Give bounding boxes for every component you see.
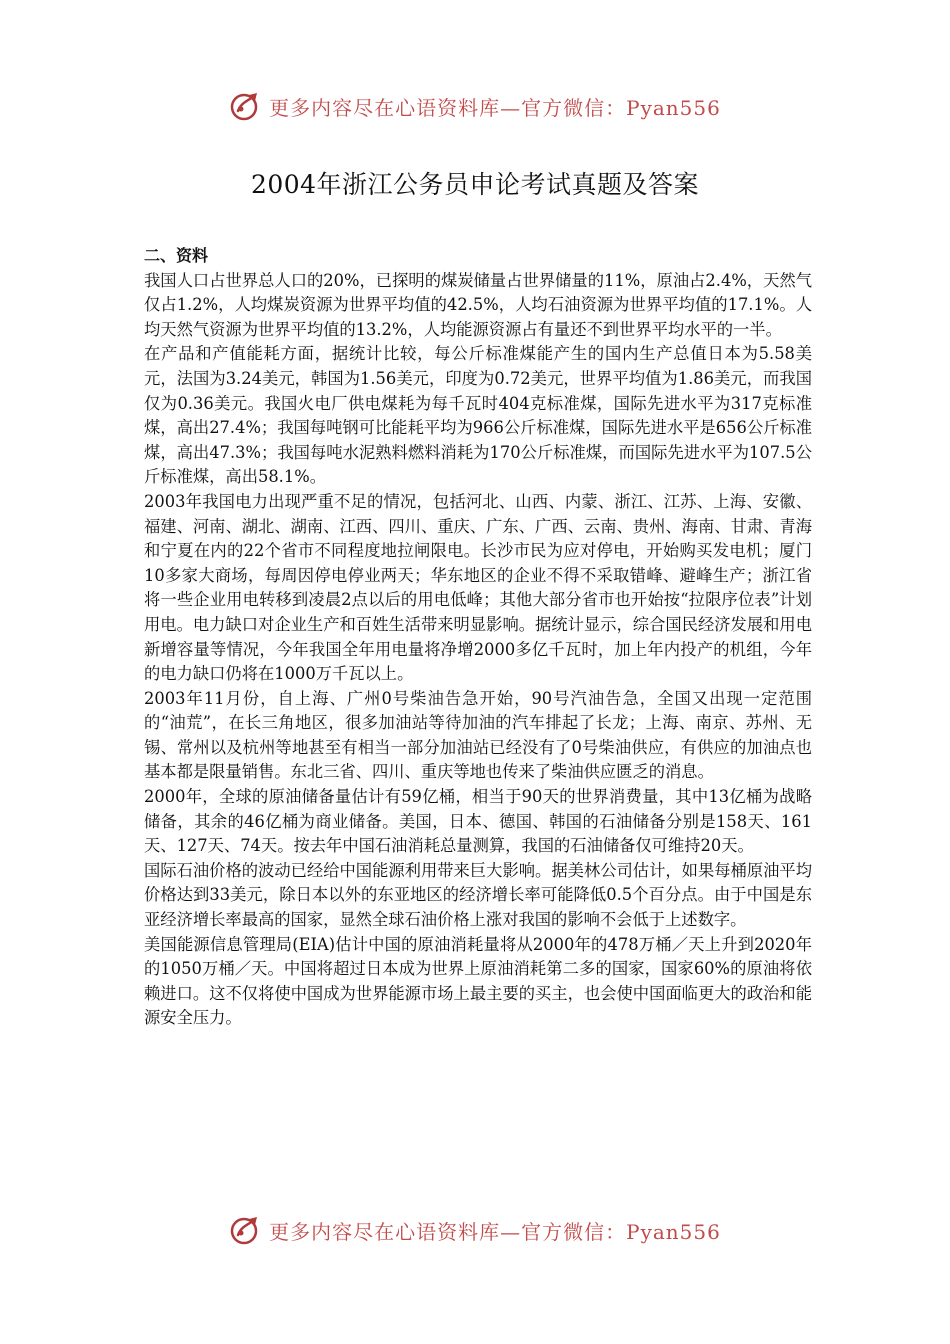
header-banner: [0, 86, 950, 126]
paragraph: 2000年，全球的原油储备量估计有59亿桶，相当于90天的世界消费量，其中13亿桶为战略储备，其余的46亿桶为商业储备。美国，日本、德国、韩国的石油储备分别是158天、161天、127天、74天。按去年中国石油消耗总量测算，我国的石油储备仅可维持20天。: [144, 787, 812, 856]
banner-text: 更多内容尽在心语资料库—官方微信：Pyan556: [269, 1219, 721, 1244]
paragraph: 我国人口占世界总人口的20%，已探明的煤炭储量占世界储量的11%，原油占2.4%，天然气仅占1.2%，人均煤炭资源为世界平均值的42.5%，人均石油资源为世界平均值的17.1%。人均天然气资源为世界平均值的13.2%，人均能源资源占有量还不到世界平均水平的一半。: [144, 270, 812, 339]
paragraph: 2003年我国电力出现严重不足的情况，包括河北、山西、内蒙、浙江、江苏、上海、安徽、福建、河南、湖北、湖南、江西、四川、重庆、广东、广西、云南、贵州、海南、甘肃、青海和宁夏在内的22个省市不同程度地拉闸限电。长沙市民为应对停电，开始购买发电机；厦门10多家大商场，每周因停电停业两天；华东地区的企业不得不采取错峰、避峰生产；浙江省将一些企业用电转移到凌晨2点以后的用电低峰；其他大部分省市也开始按“拉限序位表”计划用电。电力缺口对企业生产和百姓生活带来明显影响。据统计显示，综合国民经济发展和用电新增容量等情况，今年我国全年用电量将净增2000多亿千瓦时，加上年内投产的机组，今年的电力缺口仍将在1000万千瓦以上。: [144, 491, 812, 684]
logo-icon: [229, 89, 263, 123]
paragraph: 在产品和产值能耗方面，据统计比较，每公斤标准煤能产生的国内生产总值日本为5.58美元，法国为3.24美元，韩国为1.56美元，印度为0.72美元，世界平均值为1.86美元，而我国仅为0.36美元。我国火电厂供电煤耗为每千瓦时404克标准煤，国际先进水平为317克标准煤，高出27.4%；我国每吨钢可比能耗平均为966公斤标准煤，国际先进水平是656公斤标准煤，高出47.3%；我国每吨水泥熟料燃料消耗为170公斤标准煤，而国际先进水平为107.5公斤标准煤，高出58.1%。: [144, 344, 812, 487]
paragraph: 国际石油价格的波动已经给中国能源利用带来巨大影响。据美林公司估计，如果每桶原油平均价格达到33美元，除日本以外的东亚地区的经济增长率可能降低0.5个百分点。由于中国是东亚经济增长率最高的国家，显然全球石油价格上涨对我国的影响不会低于上述数字。: [144, 860, 812, 930]
paragraph: 2003年11月份，自上海、广州0号柴油告急开始，90号汽油告急，全国又出现一定范围的“油荒”，在长三角地区，很多加油站等待加油的汽车排起了长龙；上海、南京、苏州、无锡、常州以及杭州等地甚至有相当一部分加油站已经没有了0号柴油供应，有供应的加油点也基本都是限量销售。东北三省、四川、重庆等地也传来了柴油供应匮乏的消息。: [144, 688, 812, 782]
banner-text: 更多内容尽在心语资料库—官方微信：Pyan556: [269, 95, 721, 120]
section-heading: 二、资料: [144, 246, 209, 265]
page-title: 2004年浙江公务员申论考试真题及答案: [250, 169, 700, 199]
paragraph: 美国能源信息管理局(EIA)估计中国的原油消耗量将从2000年的478万桶／天上升到2020年的1050万桶／天。中国将超过日本成为世界上原油消耗第二多的国家，国家60%的原油将依赖进口。这不仅将使中国成为世界能源市场上最主要的买主，也会使中国面临更大的政治和能源安全压力。: [144, 934, 812, 1028]
footer-banner: [0, 1210, 950, 1250]
logo-icon: [229, 1213, 263, 1247]
document-body: [144, 244, 812, 1031]
